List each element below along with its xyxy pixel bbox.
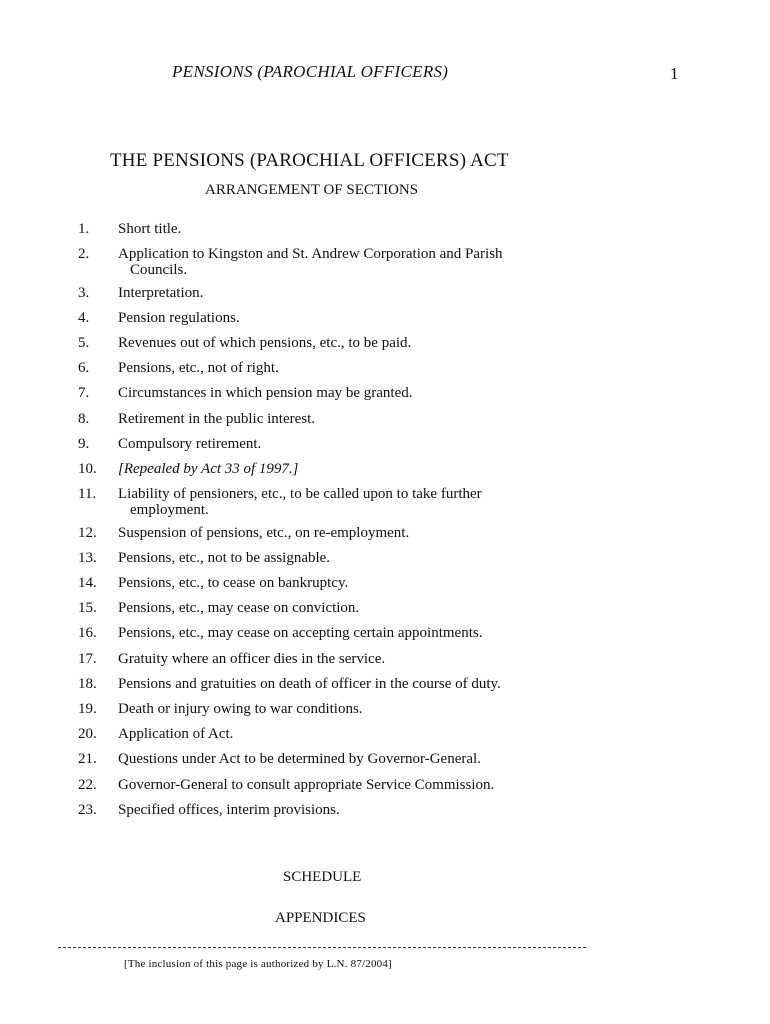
section-text xyxy=(118,246,598,278)
section-text: Retirement in the public interest. xyxy=(118,410,316,427)
section-number: 22. xyxy=(78,776,97,793)
section-text: Circumstances in which pension may be granted. xyxy=(118,385,413,402)
section-text-line: Liability of pensioners, etc., to be called upon to take further xyxy=(118,486,482,503)
section-number: 7. xyxy=(78,385,90,402)
section-item xyxy=(78,310,598,326)
section-text-continuation: Councils. xyxy=(130,262,188,279)
section-number: 20. xyxy=(78,726,97,743)
section-text: Pensions, etc., to cease on bankruptcy. xyxy=(118,575,349,592)
section-number: 11. xyxy=(78,486,97,503)
section-item xyxy=(78,600,598,616)
section-item xyxy=(78,525,598,541)
page-number: 1 xyxy=(670,64,679,83)
section-item xyxy=(78,360,598,376)
section-item xyxy=(78,550,598,566)
section-number: 1. xyxy=(78,221,90,237)
section-text: Interpretation. xyxy=(118,284,204,301)
section-item xyxy=(78,575,598,591)
section-number: 8. xyxy=(78,410,90,427)
section-item xyxy=(78,385,598,401)
section-number: 16. xyxy=(78,625,97,642)
arrangement-heading: ARRANGEMENT OF SECTIONS xyxy=(205,182,419,198)
section-number: 19. xyxy=(78,701,97,717)
section-number: 14. xyxy=(78,575,97,592)
section-number: 12. xyxy=(78,524,97,541)
sections-list xyxy=(78,221,598,827)
section-item xyxy=(78,486,598,518)
section-item xyxy=(78,246,598,278)
section-number: 21. xyxy=(78,751,97,768)
section-text: Specified offices, interim provisions. xyxy=(118,801,340,818)
section-number: 2. xyxy=(78,246,90,263)
schedule-heading: SCHEDULE xyxy=(283,869,362,885)
section-number: 3. xyxy=(78,284,90,301)
section-text: Pensions and gratuities on death of officer in the course of duty. xyxy=(118,675,501,692)
section-item xyxy=(78,777,598,793)
section-text: Suspension of pensions, etc., on re-employment. xyxy=(118,524,410,541)
section-item xyxy=(78,436,598,452)
section-item xyxy=(78,221,598,237)
section-text: Compulsory retirement. xyxy=(118,435,262,452)
footer-divider xyxy=(58,947,586,948)
section-number: 10. xyxy=(78,461,97,477)
section-text: Pension regulations. xyxy=(118,309,240,326)
section-text: Short title. xyxy=(118,221,182,237)
section-text-line: Application to Kingston and St. Andrew Corporation and Parish xyxy=(118,246,503,263)
section-text: Pensions, etc., not of right. xyxy=(118,360,279,377)
section-text xyxy=(118,486,598,518)
section-number: 4. xyxy=(78,309,90,326)
section-text: Application of Act. xyxy=(118,726,234,743)
section-number: 5. xyxy=(78,335,90,352)
section-number: 6. xyxy=(78,360,90,377)
section-item xyxy=(78,285,598,301)
section-number: 13. xyxy=(78,549,97,566)
section-item xyxy=(78,676,598,692)
section-text: [Repealed by Act 33 of 1997.] xyxy=(118,461,299,477)
section-item xyxy=(78,411,598,427)
section-text: Death or injury owing to war conditions. xyxy=(118,701,363,717)
section-text-continuation: employment. xyxy=(130,502,209,519)
section-item xyxy=(78,802,598,818)
section-number: 18. xyxy=(78,675,97,692)
section-item xyxy=(78,335,598,351)
section-number: 23. xyxy=(78,801,97,818)
section-text: Pensions, etc., may cease on accepting certain appointments. xyxy=(118,625,483,642)
act-title: THE PENSIONS (PAROCHIAL OFFICERS) ACT xyxy=(110,150,509,171)
section-text: Pensions, etc., not to be assignable. xyxy=(118,549,331,566)
section-number: 17. xyxy=(78,650,97,667)
footer-note: [The inclusion of this page is authorized by L.N. 87/2004] xyxy=(124,958,392,970)
section-item xyxy=(78,751,598,767)
section-item xyxy=(78,625,598,641)
section-number: 15. xyxy=(78,600,97,617)
section-item xyxy=(78,461,598,477)
section-text: Questions under Act to be determined by Governor-General. xyxy=(118,751,481,768)
section-text: Gratuity where an officer dies in the service. xyxy=(118,650,386,667)
section-item xyxy=(78,726,598,742)
section-text: Revenues out of which pensions, etc., to be paid. xyxy=(118,335,412,352)
running-head: PENSIONS (PAROCHIAL OFFICERS) xyxy=(172,62,449,81)
section-item xyxy=(78,651,598,667)
section-text: Pensions, etc., may cease on conviction. xyxy=(118,600,360,617)
section-item xyxy=(78,701,598,717)
section-text: Governor-General to consult appropriate Service Commission. xyxy=(118,776,495,793)
section-number: 9. xyxy=(78,435,90,452)
appendices-heading: APPENDICES xyxy=(275,910,366,926)
